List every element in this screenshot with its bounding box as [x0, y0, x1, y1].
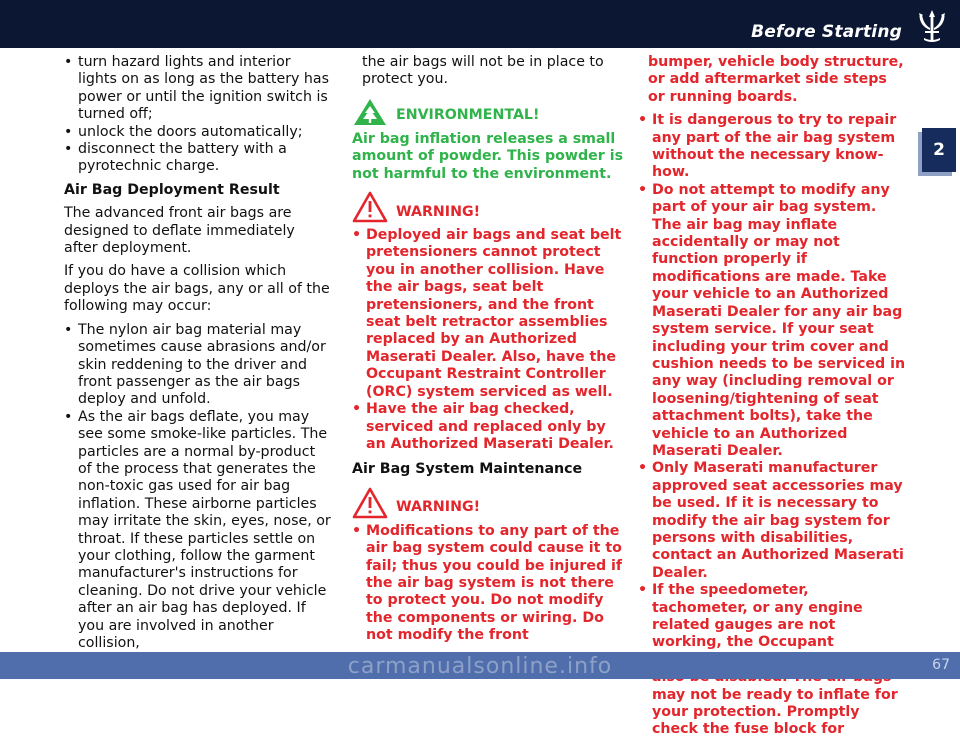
list-item: • As the air bags deflate, you may see some smoke-like particles. The particles are a normal by-product of the process that generates the non-toxic gas used for air bag inflation. These airborne particles may irritate the skin, eyes, nose, or throat. If these particles settle on your clothing, follow the garment manufacturer's instructions for cleaning. Do not drive your vehicle after an air bag has deployed. If you are involved in another collision,	[64, 408, 331, 651]
warning-title: WARNING!	[396, 203, 481, 220]
deployment-actions-list	[64, 54, 332, 176]
list-item: • The nylon air bag material may sometimes cause abrasions and/or skin reddening to the driver and front passenger as the air bags deploy and unfold.	[64, 321, 326, 408]
warning-list	[352, 227, 624, 453]
warning-title: WARNING!	[396, 499, 481, 516]
watermark: carmanualsonline.info	[347, 654, 613, 679]
list-item: • unlock the doors automatically;	[64, 123, 303, 140]
collision-effects-list	[64, 322, 332, 653]
warning-triangle-icon	[352, 191, 388, 223]
footer-bar	[0, 652, 960, 679]
chapter-tab[interactable]: 2	[922, 128, 956, 172]
environmental-title: ENVIRONMENTAL!	[396, 107, 540, 124]
environmental-text: Air bag inflation releases a small amount of powder. This powder is not harmful to the environment.	[352, 130, 624, 182]
warning-list	[352, 523, 624, 645]
continuation-text: the air bags will not be in place to protect you.	[362, 54, 604, 88]
list-item: • Do not attempt to modify any part of your air bag system. The air bag may inflate accidentally or may not function properly if modifications are made. Take your vehicle to an Authorized Maserati Dealer for any air bag system service. If your seat including your trim cover and cushion needs to be serviced in any way (including removal or loosening/tightening of seat attachment bolts), take the vehicle to an Authorized Maserati Dealer.	[638, 181, 906, 459]
list-item: • Deployed air bags and seat belt pretensioners cannot protect you in another collision. Have the air bags, seat belt pretensioners, and the front seat belt retractor assemblies replaced by an Authorized Maserati Dealer. Also, have the Occupant Restraint Controller (ORC) system serviced as well.	[352, 227, 622, 400]
list-item: • Have the air bag checked, serviced and replaced only by an Authorized Maserati Dealer.	[352, 401, 614, 452]
paragraph: The advanced front air bags are designed to deflate immediately after deployment.	[64, 205, 295, 257]
paragraph: If you do have a collision which deploys the air bags, any or all of the following may occur:	[64, 263, 330, 315]
maintenance-heading: Air Bag System Maintenance	[352, 461, 583, 478]
column-1	[64, 54, 332, 658]
page-number: 67	[932, 657, 950, 673]
section-title: Before Starting	[751, 22, 902, 42]
warning-header	[352, 191, 624, 223]
list-item: • disconnect the battery with a pyrotechnic charge.	[64, 141, 287, 175]
continuation-text: bumper, vehicle body structure, or add aftermarket side steps or running boards.	[648, 54, 904, 105]
header-bar	[0, 0, 960, 48]
deployment-result-heading: Air Bag Deployment Result	[64, 181, 280, 198]
list-item: • Modifications to any part of the air bag system could cause it to fail; thus you could be injured if the air bag system is not there to protect you. Do not modify the components or wiring. Do not modify the front	[352, 522, 623, 644]
warning-header	[352, 487, 624, 519]
warning-list	[638, 112, 906, 739]
list-item: • It is dangerous to try to repair any part of the air bag system without the necessary know-how.	[638, 112, 897, 181]
column-3	[638, 54, 906, 745]
column-2	[352, 54, 624, 651]
environmental-note-header	[352, 97, 624, 127]
list-item: • If the speedometer, tachometer, or any engine related gauges are not working, the Occupant may not be ready to inflate for your protection. Promptly check the fuse block for	[638, 582, 898, 738]
list-item: • Only Maserati manufacturer approved seat accessories may be used. If it is necessary to modify the air bag system for persons with disabilities, contact an Authorized Maserati Dealer.	[638, 460, 904, 581]
environmental-tree-icon	[352, 97, 388, 127]
warning-triangle-icon	[352, 487, 388, 519]
trident-logo-icon	[914, 8, 950, 46]
list-item: • turn hazard lights and interior lights on as long as the battery has power or until the ignition switch is turned off;	[64, 54, 330, 123]
